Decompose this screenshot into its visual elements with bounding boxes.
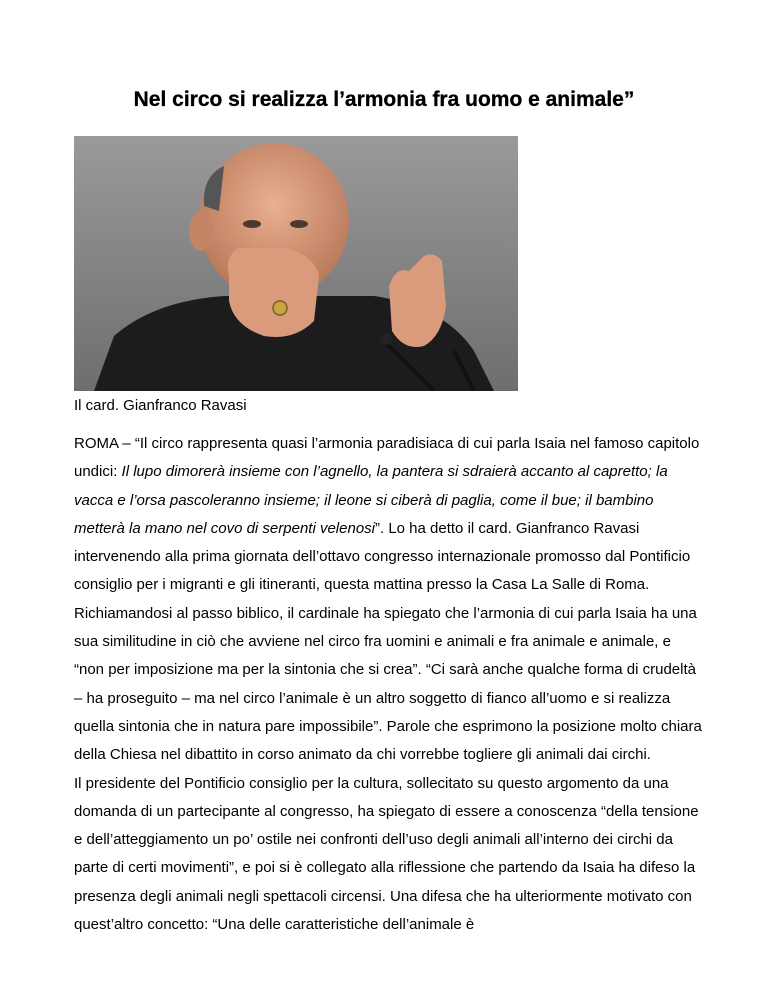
paragraph-1-tail: ”. Lo ha detto il card. Gianfranco Ravasi intervenendo alla prima giornata dell’ottavo congresso internazionale promosso dal Pontificio consiglio per i migranti e gli itineranti, questa mattina presso la Casa La Salle di Roma.	[74, 519, 691, 594]
article-body	[74, 430, 704, 939]
paragraph-1	[74, 430, 704, 600]
article-title: Nel circo si realizza l’armonia fra uomo e animale”	[133, 88, 635, 111]
photo-caption: Il card. Gianfranco Ravasi	[74, 397, 247, 414]
article-photo	[74, 136, 518, 391]
paragraph-2: Richiamandosi al passo biblico, il cardinale ha spiegato che l’armonia di cui parla Isaia ha una sua similitudine in ciò che avviene nel circo fra uomini e animali e fra animale e animale, e “non per imposizione ma per la sintonia che si crea”. “Ci sarà anche qualche forma di crudeltà – ha proseguito – ma nel circo l’animale è un altro soggetto di fianco all’uomo e si realizza quella sintonia che in natura pare impossibile”. Parole che esprimono la posizione molto chiara della Chiesa nel dibattito in corso animato da chi vorrebbe togliere gli animali dai circhi.	[74, 604, 702, 764]
paragraph-1-lead: ROMA – “Il circo rappresenta quasi l’armonia paradisiaca di cui parla Isaia nel famoso capitolo undici:	[74, 435, 700, 481]
paragraph-3: Il presidente del Pontificio consiglio per la cultura, sollecitato su questo argomento da una domanda di un partecipante al congresso, ha spiegato di essere a conoscenza “della tensione e dell’atteggiamento un po’ ostile nei confronti dell’uso degli animali all’interno dei circhi da parte di certi movimenti”, e poi si è collegato alla riflessione che partendo da Isaia ha difeso la presenza degli animali negli spettacoli circensi. Una difesa che ha ulteriormente motivato con quest’altro concetto: “Una delle caratteristiche dell’animale è	[74, 774, 699, 934]
cardinal-portrait-image	[74, 136, 518, 391]
isaiah-quote: Il lupo dimorerà insieme con l’agnello, la pantera si sdraierà accanto al capretto; la vacca e l’orsa pascoleranno insieme; il leone si ciberà di paglia, come il bue; il bambino metterà la mano nel covo di serpenti velenosi	[74, 463, 668, 537]
